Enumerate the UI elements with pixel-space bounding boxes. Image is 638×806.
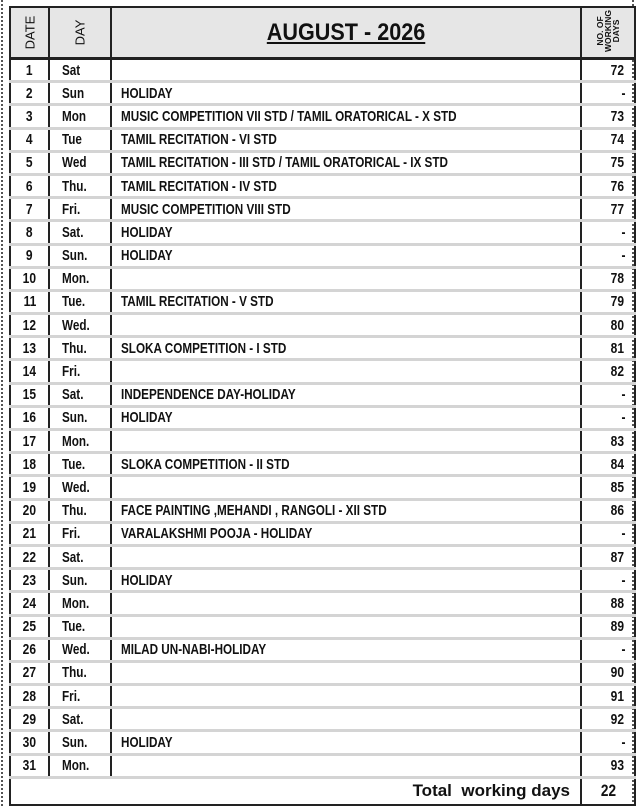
header-row	[10, 7, 635, 59]
day-cell: Sat.	[49, 545, 111, 568]
event-cell: INDEPENDENCE DAY-HOLIDAY	[111, 383, 581, 406]
working-day-cell: 90	[581, 661, 635, 684]
working-days-header	[581, 7, 635, 59]
date-cell: 21	[10, 522, 49, 545]
table-row	[10, 198, 635, 221]
date-cell: 6	[10, 174, 49, 197]
table-row	[10, 151, 635, 174]
date-cell: 17	[10, 430, 49, 453]
working-day-cell: 78	[581, 267, 635, 290]
date-cell: 31	[10, 754, 49, 777]
event-cell: SLOKA COMPETITION - I STD	[111, 337, 581, 360]
left-dotted-border	[1, 0, 7, 806]
day-header-label: DAY	[72, 19, 88, 46]
date-cell: 22	[10, 545, 49, 568]
event-cell	[111, 545, 581, 568]
date-cell: 18	[10, 453, 49, 476]
event-cell: TAMIL RECITATION - IV STD	[111, 174, 581, 197]
working-day-cell: -	[581, 638, 635, 661]
day-cell: Thu.	[49, 661, 111, 684]
table-row	[10, 430, 635, 453]
day-cell: Thu.	[49, 337, 111, 360]
table-row	[10, 685, 635, 708]
day-header	[49, 7, 111, 59]
working-day-cell: -	[581, 569, 635, 592]
day-cell: Sun.	[49, 244, 111, 267]
event-cell	[111, 430, 581, 453]
event-cell	[111, 661, 581, 684]
day-cell: Wed.	[49, 314, 111, 337]
table-row	[10, 754, 635, 777]
table-row	[10, 522, 635, 545]
day-cell: Sun.	[49, 406, 111, 429]
working-day-cell: 87	[581, 545, 635, 568]
event-cell: HOLIDAY	[111, 406, 581, 429]
date-cell: 8	[10, 221, 49, 244]
day-cell: Fri.	[49, 522, 111, 545]
event-cell	[111, 592, 581, 615]
date-header	[10, 7, 49, 59]
day-cell: Tue.	[49, 290, 111, 313]
date-cell: 19	[10, 476, 49, 499]
date-cell: 13	[10, 337, 49, 360]
table-row	[10, 82, 635, 105]
table-row	[10, 174, 635, 197]
event-cell	[111, 476, 581, 499]
day-cell: Mon.	[49, 267, 111, 290]
table-row	[10, 661, 635, 684]
table-row	[10, 545, 635, 568]
event-cell: MUSIC COMPETITION VII STD / TAMIL ORATORICAL - X STD	[111, 105, 581, 128]
date-cell: 27	[10, 661, 49, 684]
month-title-label: AUGUST - 2026	[266, 18, 426, 46]
working-day-cell: -	[581, 244, 635, 267]
working-day-cell: -	[581, 221, 635, 244]
event-cell	[111, 360, 581, 383]
working-day-cell: -	[581, 383, 635, 406]
date-cell: 1	[10, 59, 49, 82]
working-day-cell: 93	[581, 754, 635, 777]
event-cell	[111, 615, 581, 638]
table-row	[10, 244, 635, 267]
event-cell: TAMIL RECITATION - VI STD	[111, 128, 581, 151]
date-cell: 20	[10, 499, 49, 522]
table-row	[10, 638, 635, 661]
working-day-cell: 91	[581, 685, 635, 708]
date-cell: 30	[10, 731, 49, 754]
day-cell: Sat	[49, 59, 111, 82]
calendar-table	[9, 6, 636, 806]
day-cell: Sat.	[49, 383, 111, 406]
working-day-cell: -	[581, 522, 635, 545]
day-cell: Mon.	[49, 754, 111, 777]
date-cell: 2	[10, 82, 49, 105]
table-row	[10, 314, 635, 337]
table-row	[10, 105, 635, 128]
date-cell: 7	[10, 198, 49, 221]
working-day-cell: 76	[581, 174, 635, 197]
working-day-cell: 73	[581, 105, 635, 128]
table-row	[10, 128, 635, 151]
event-cell: TAMIL RECITATION - V STD	[111, 290, 581, 313]
working-day-cell: 79	[581, 290, 635, 313]
day-cell: Sun.	[49, 569, 111, 592]
working-day-cell: 85	[581, 476, 635, 499]
day-cell: Mon	[49, 105, 111, 128]
event-cell: HOLIDAY	[111, 244, 581, 267]
working-day-cell: 80	[581, 314, 635, 337]
day-cell: Mon.	[49, 430, 111, 453]
date-cell: 10	[10, 267, 49, 290]
working-day-cell: 84	[581, 453, 635, 476]
date-cell: 25	[10, 615, 49, 638]
table-row	[10, 476, 635, 499]
day-cell: Sat.	[49, 221, 111, 244]
event-cell	[111, 314, 581, 337]
table-row	[10, 499, 635, 522]
date-cell: 14	[10, 360, 49, 383]
date-cell: 23	[10, 569, 49, 592]
event-cell: SLOKA COMPETITION - II STD	[111, 453, 581, 476]
day-cell: Sun	[49, 82, 111, 105]
event-cell: HOLIDAY	[111, 82, 581, 105]
day-cell: Wed.	[49, 476, 111, 499]
table-row	[10, 290, 635, 313]
event-cell: HOLIDAY	[111, 731, 581, 754]
event-cell	[111, 59, 581, 82]
day-cell: Sat.	[49, 708, 111, 731]
table-row	[10, 708, 635, 731]
date-header-label: DATE	[22, 15, 37, 50]
table-row	[10, 360, 635, 383]
day-cell: Sun.	[49, 731, 111, 754]
day-cell: Fri.	[49, 198, 111, 221]
event-cell: MUSIC COMPETITION VIII STD	[111, 198, 581, 221]
event-cell: FACE PAINTING ,MEHANDI , RANGOLI - XII STD	[111, 499, 581, 522]
working-day-cell: 88	[581, 592, 635, 615]
day-cell: Thu.	[49, 499, 111, 522]
event-cell	[111, 685, 581, 708]
event-cell	[111, 708, 581, 731]
event-cell: MILAD UN-NABI-HOLIDAY	[111, 638, 581, 661]
event-cell: HOLIDAY	[111, 221, 581, 244]
table-row	[10, 267, 635, 290]
date-cell: 5	[10, 151, 49, 174]
day-cell: Tue.	[49, 615, 111, 638]
table-row	[10, 337, 635, 360]
working-day-cell: 75	[581, 151, 635, 174]
date-cell: 9	[10, 244, 49, 267]
date-cell: 4	[10, 128, 49, 151]
working-day-cell: -	[581, 82, 635, 105]
working-day-cell: -	[581, 406, 635, 429]
event-cell: TAMIL RECITATION - III STD / TAMIL ORATORICAL - IX STD	[111, 151, 581, 174]
day-cell: Mon.	[49, 592, 111, 615]
day-cell: Fri.	[49, 685, 111, 708]
date-cell: 11	[10, 290, 49, 313]
total-value: 22	[581, 777, 635, 805]
table-row	[10, 59, 635, 82]
day-cell: Tue.	[49, 453, 111, 476]
total-label: Total working days	[10, 777, 581, 805]
day-cell: Thu.	[49, 174, 111, 197]
day-cell: Tue	[49, 128, 111, 151]
date-cell: 29	[10, 708, 49, 731]
working-day-cell: 72	[581, 59, 635, 82]
working-day-cell: 81	[581, 337, 635, 360]
table-row	[10, 592, 635, 615]
working-day-cell: 74	[581, 128, 635, 151]
table-row	[10, 615, 635, 638]
total-row	[10, 777, 635, 805]
working-day-cell: 86	[581, 499, 635, 522]
working-day-cell: 89	[581, 615, 635, 638]
working-days-header-label: NO. OF WORKING DAYS	[595, 9, 621, 53]
table-row	[10, 406, 635, 429]
date-cell: 12	[10, 314, 49, 337]
working-day-cell: 82	[581, 360, 635, 383]
date-cell: 15	[10, 383, 49, 406]
table-row	[10, 569, 635, 592]
day-cell: Wed.	[49, 638, 111, 661]
working-day-cell: 83	[581, 430, 635, 453]
event-cell: VARALAKSHMI POOJA - HOLIDAY	[111, 522, 581, 545]
table-row	[10, 453, 635, 476]
event-cell	[111, 267, 581, 290]
event-cell: HOLIDAY	[111, 569, 581, 592]
date-cell: 28	[10, 685, 49, 708]
working-day-cell: -	[581, 731, 635, 754]
month-title	[111, 7, 581, 59]
day-cell: Wed	[49, 151, 111, 174]
working-day-cell: 77	[581, 198, 635, 221]
table-row	[10, 383, 635, 406]
date-cell: 16	[10, 406, 49, 429]
date-cell: 3	[10, 105, 49, 128]
date-cell: 24	[10, 592, 49, 615]
event-cell	[111, 754, 581, 777]
working-day-cell: 92	[581, 708, 635, 731]
table-row	[10, 221, 635, 244]
table-row	[10, 731, 635, 754]
day-cell: Fri.	[49, 360, 111, 383]
date-cell: 26	[10, 638, 49, 661]
